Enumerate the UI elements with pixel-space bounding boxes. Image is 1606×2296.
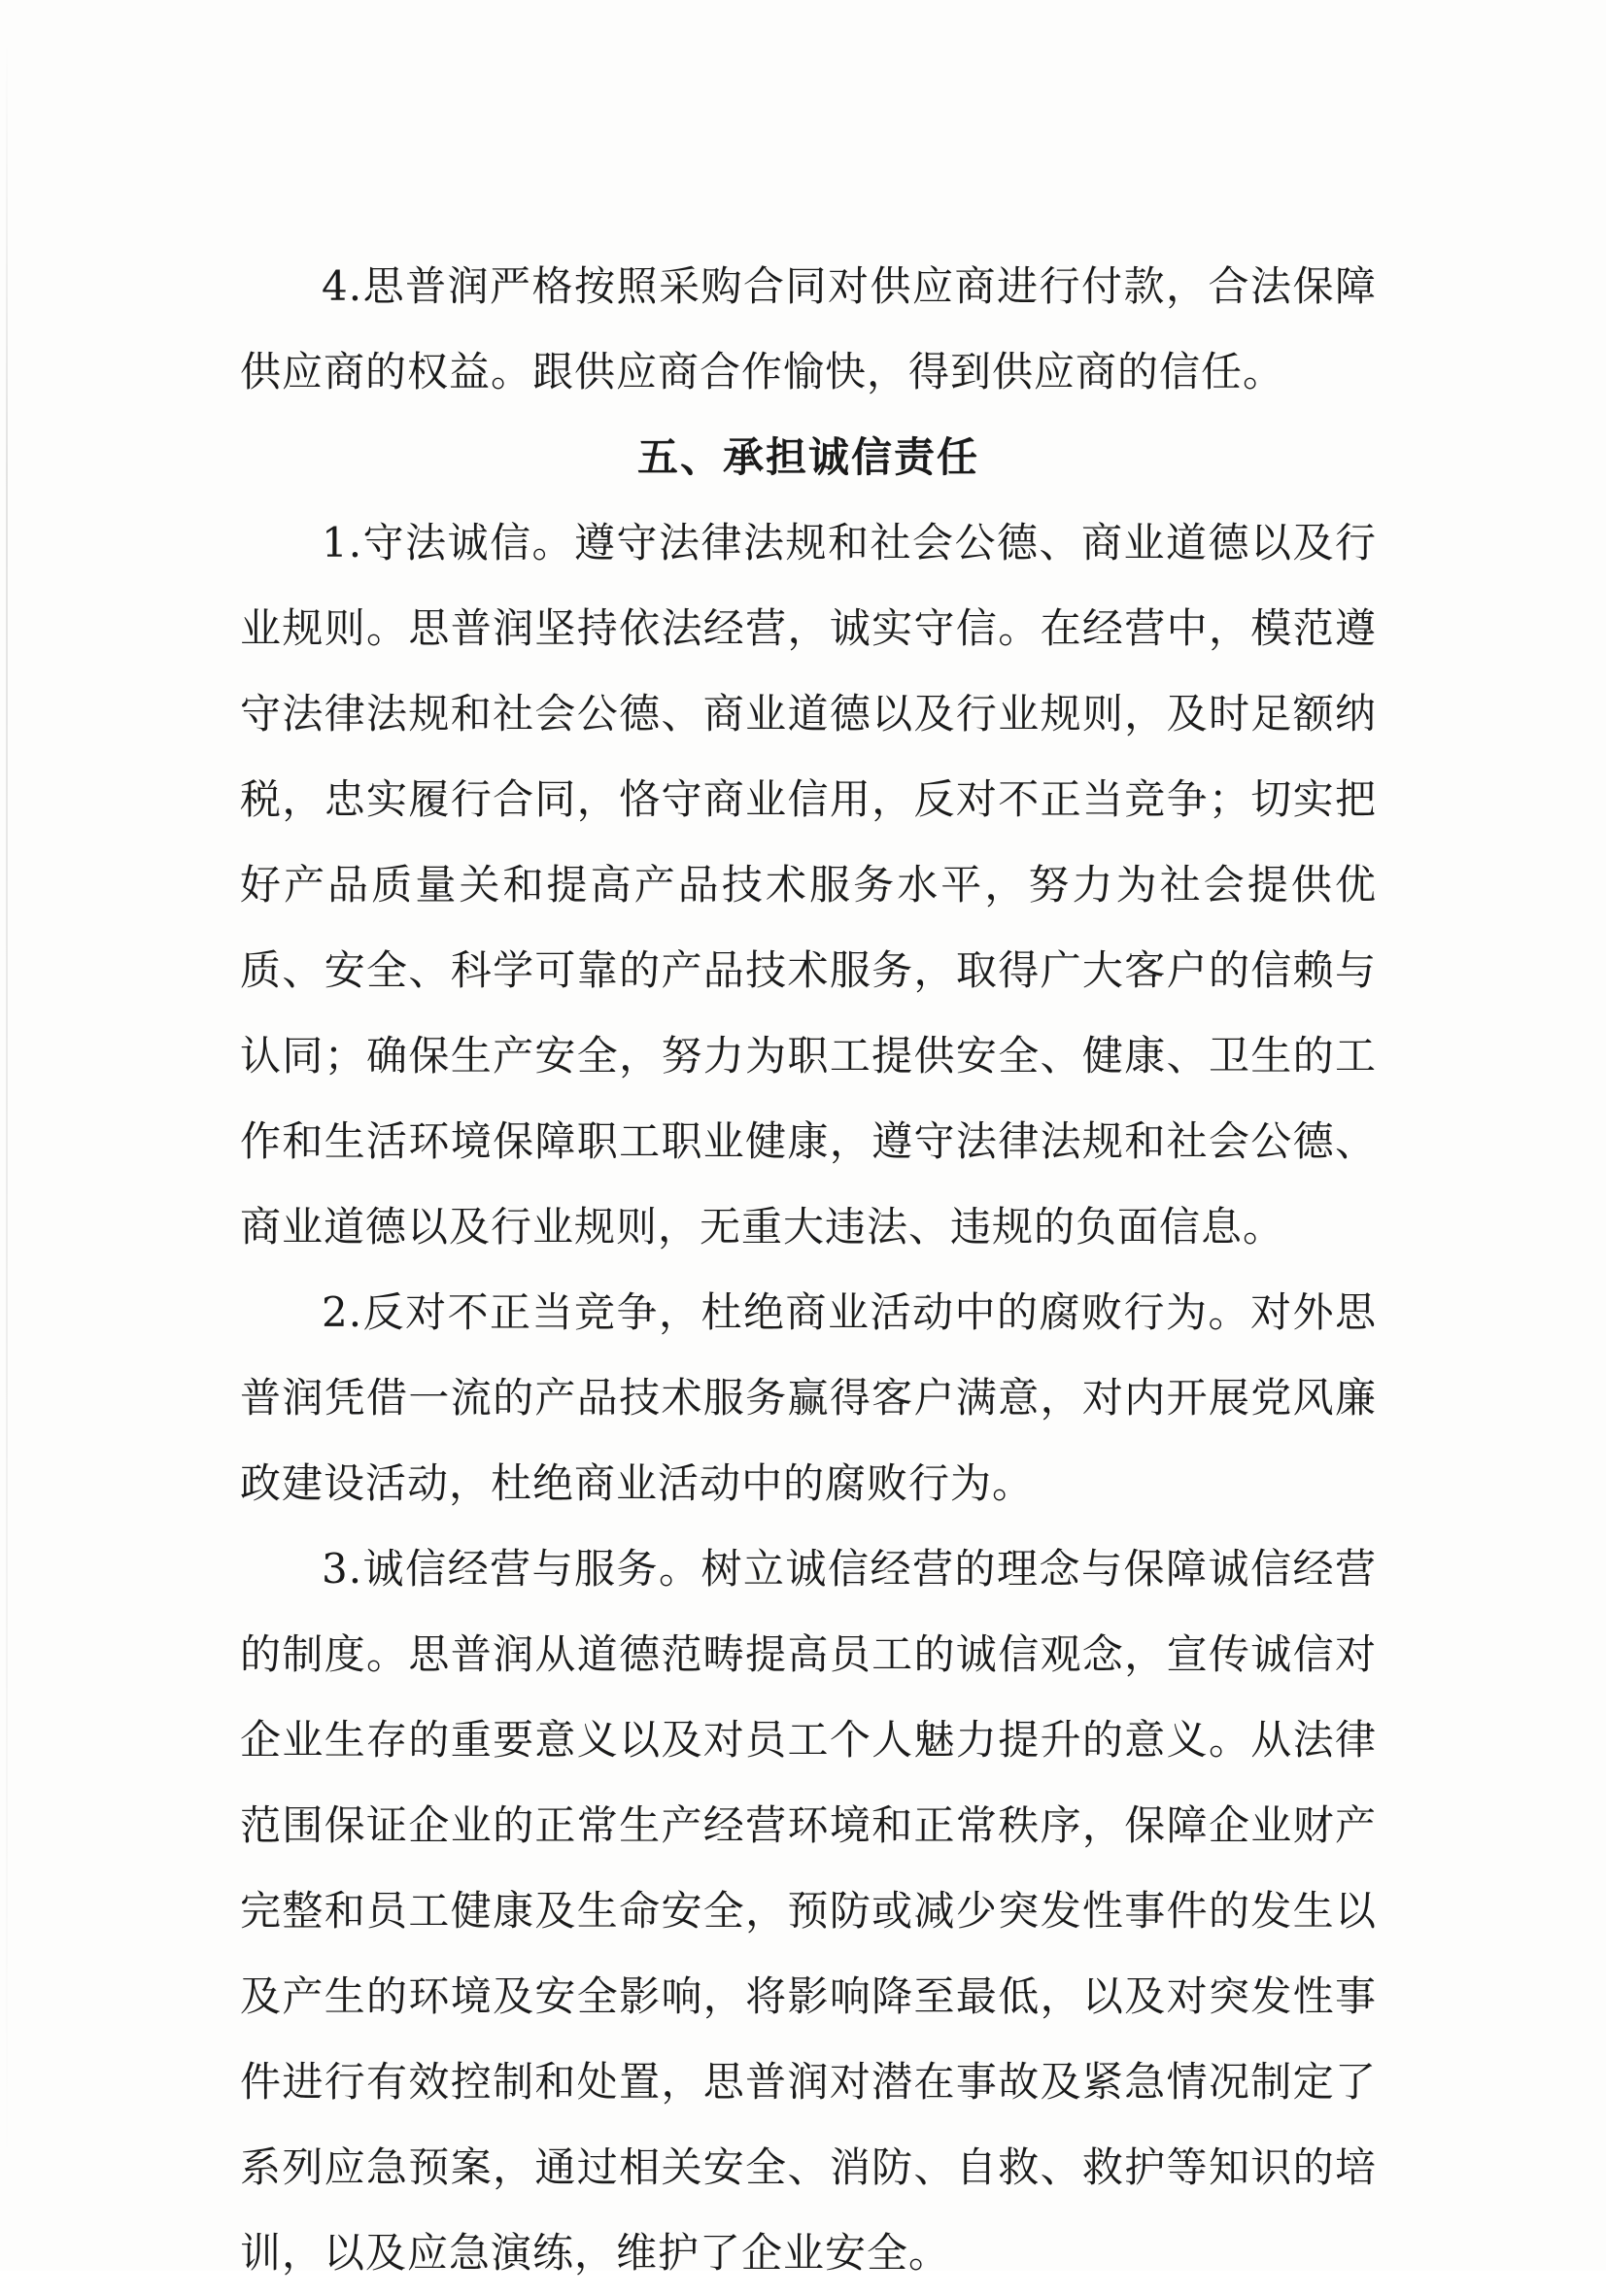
paragraph-supplier-payment: 4.思普润严格按照采购合同对供应商进行付款，合法保障供应商的权益。跟供应商合作愉快，得到供应商的信任。 — [240, 262, 1377, 395]
paragraph-anti-corruption: 2.反对不正当竞争，杜绝商业活动中的腐败行为。对外思普润凭借一流的产品技术服务赢得客户满意，对内开展党风廉政建设活动，杜绝商业活动中的腐败行为。 — [240, 1288, 1377, 1507]
paragraph-integrity-operation: 3.诚信经营与服务。树立诚信经营的理念与保障诚信经营的制度。思普润从道德范畴提高员工的诚信观念，宣传诚信对企业生存的重要意义以及对员工个人魅力提升的意义。从法律范围保证企业的正常生产经营环境和正常秩序，保障企业财产完整和员工健康及生命安全，预防或减少突发性事件的发生以及产生的环境及安全影响，将影响降至最低，以及对突发性事件进行有效控制和处置，思普润对潜在事故及紧急情况制定了系列应急预案，通过相关安全、消防、自救、救护等知识的培训，以及应急演练，维护了企业安全。 — [240, 1545, 1377, 2277]
scan-edge-shadow — [6, 39, 8, 2176]
section-heading: 五、承担诚信责任 — [636, 433, 979, 481]
paragraph-law-integrity: 1.守法诚信。遵守法律法规和社会公德、商业道德以及行业规则。思普润坚持依法经营，诚实守信。在经营中，模范遵守法律法规和社会公德、商业道德以及行业规则，及时足额纳税，忠实履行合同，恪守商业信用，反对不正当竞争；切实把好产品质量关和提高产品技术服务水平，努力为社会提供优质、安全、科学可靠的产品技术服务，取得广大客户的信赖与认同；确保生产安全，努力为职工提供安全、健康、卫生的工作和生活环境保障职工职业健康，遵守法律法规和社会公德、商业道德以及行业规则，无重大违法、违规的负面信息。 — [240, 519, 1377, 1251]
document-body — [240, 244, 1377, 2296]
